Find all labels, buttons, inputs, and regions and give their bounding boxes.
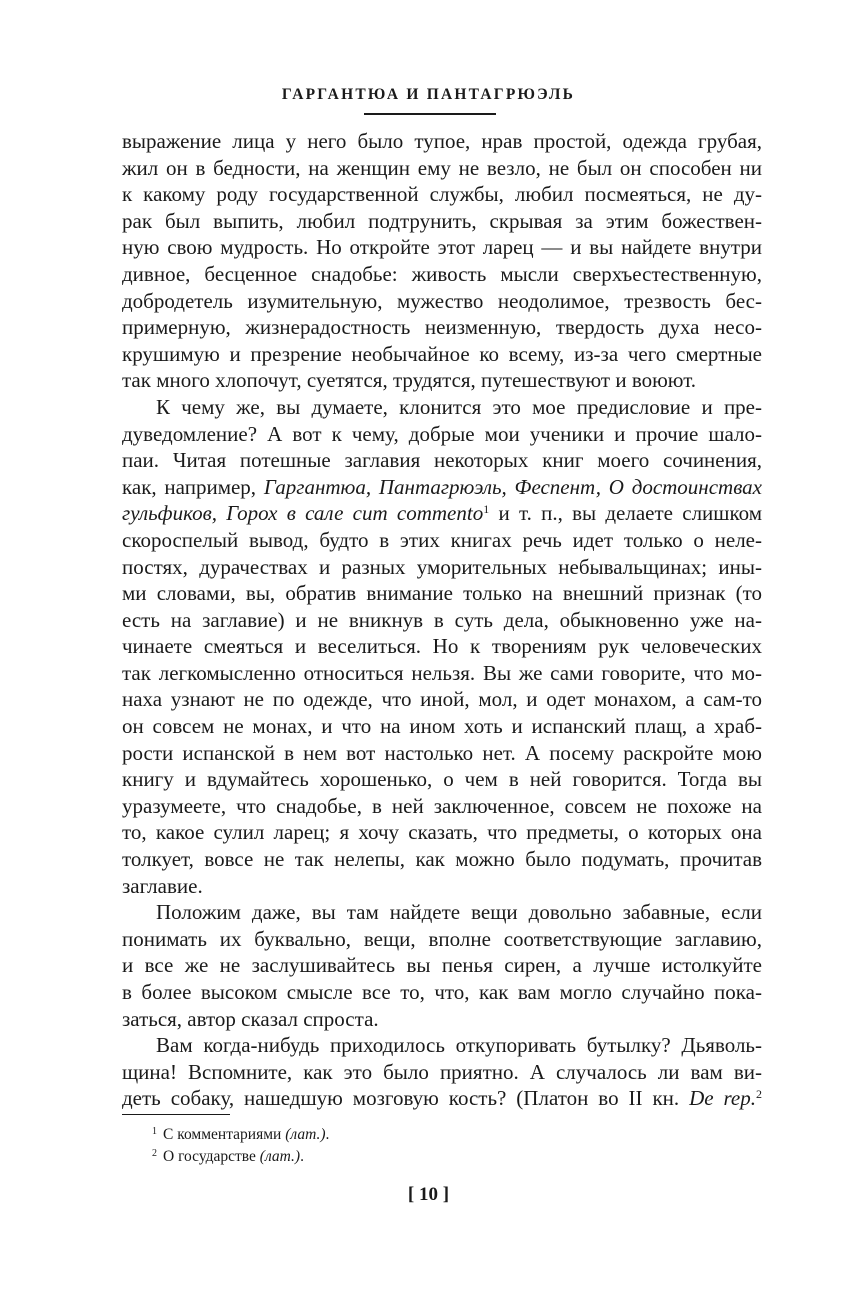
text-line: постях, дурачествах и разных уморительных небывальщинах; ины- <box>122 554 762 579</box>
text-line: Вам когда-нибудь приходилось откупоривать бутылку? Дьяволь- <box>156 1033 762 1058</box>
text-line <box>122 1085 762 1112</box>
text-line: паи. Читая потешные заглавия некоторых книг моего сочинения, <box>122 448 762 473</box>
text-line: дивное, бесценное снадобье: живость мысли сверхъестественную, <box>122 261 762 286</box>
footnote-end: . <box>325 1126 330 1143</box>
footnote-2 <box>152 1146 329 1168</box>
text-line: то, какое сулил ларец; я хочу сказать, что предметы, о которых она <box>122 820 762 845</box>
header-rule <box>364 113 496 115</box>
text-line: ную свою мудрость. Но откройте этот ларец — и вы найдете внутри <box>122 235 762 260</box>
footnote-1 <box>152 1124 329 1146</box>
book-titles-italic: гульфиков, Горох в сале cum commento <box>122 501 484 526</box>
text-line: щина! Вспомните, как это было приятно. А случалось ли вам ви- <box>122 1059 762 1084</box>
text-line: ми словами, вы, обратив внимание только на внешний признак (то <box>122 581 762 606</box>
text-line <box>122 500 762 527</box>
text-line: жил он в бедности, на женщин ему не везло, не был он способен ни <box>122 155 762 180</box>
text-line: добродетель изумительную, мужество неодолимое, трезвость бес- <box>122 288 762 313</box>
paragraph-2 <box>122 394 762 899</box>
footnote-mark: 1 <box>152 1126 157 1137</box>
text-line <box>122 474 762 501</box>
footnote-text: О государстве <box>163 1148 260 1165</box>
text-line: уразумеете, что снадобье, в ней заключенное, совсем не похоже на <box>122 793 762 818</box>
text-line: к какому роду государственной службы, любил посмеяться, не ду- <box>122 182 762 207</box>
text-line: дуведомление? А вот к чему, добрые мои ученики и прочие шало- <box>122 421 762 446</box>
paragraph-4 <box>122 1032 762 1112</box>
page-number: [ 10 ] <box>407 1184 450 1205</box>
text-line: толкует, вовсе не так нелепы, как можно было подумать, прочитав <box>122 847 762 872</box>
footnote-ref-1[interactable]: 1 <box>483 502 490 517</box>
text-line: понимать их буквально, вещи, вполне соответствующие заглавию, <box>122 926 762 951</box>
text-line: есть на заглавие) и не вникнув в суть дела, обыкновенно уже на- <box>122 607 762 632</box>
footnote-rule <box>122 1114 230 1115</box>
running-title: ГАРГАНТЮА И ПАНТАГРЮЭЛЬ <box>281 86 576 103</box>
text-line: в более высоком смысле все то, что, как вам могло случайно пока- <box>122 980 762 1004</box>
paragraph-1 <box>122 128 762 394</box>
text-line: выражение лица у него было тупое, нрав простой, одежда грубая, <box>122 129 762 153</box>
paragraph-3 <box>122 899 762 1032</box>
text-line: примерную, жизнерадостность неизменную, твердость духа несо- <box>122 315 762 340</box>
text-line: крушимую и презрение необычайное ко всему, из-за чего смертные <box>122 341 762 366</box>
text-line: Положим даже, вы там найдете вещи довольно забавные, если <box>156 900 762 925</box>
text-line: книгу и вдумайтесь хорошенько, о чем в ней говорится. Тогда вы <box>122 767 762 792</box>
footnote-text: С комментариями <box>163 1126 286 1143</box>
text-line: и все же не заслушивайтесь вы пенья сирен, а лучше истолкуйте <box>122 953 762 978</box>
text-line: чинаете смеяться и веселиться. Но к творениям рук человеческих <box>122 634 762 659</box>
text-line: К чему же, вы думаете, клонится это мое предисловие и пре- <box>156 394 762 419</box>
text-line: скороспелый вывод, будто в этих книгах речь идет только о неле- <box>122 527 762 552</box>
text-line: он совсем не монах, и что на ином хоть и испанский плащ, а храб- <box>122 714 762 739</box>
footnote-end: . <box>300 1148 304 1165</box>
text-line: так много хлопочут, суетятся, трудятся, путешествуют и воюют. <box>122 368 697 393</box>
footnote-ref-2[interactable]: 2 <box>756 1087 763 1102</box>
book-titles-italic: Гаргантюа, Пантагрюэль, Феспент, О достоинствах <box>263 474 762 499</box>
text-line: заглавие. <box>122 873 203 898</box>
text-run: и т. п., вы делаете слишком <box>489 501 762 526</box>
footnotes <box>152 1124 329 1168</box>
footnote-lang: (лат.) <box>285 1126 326 1143</box>
text-line: рак был выпить, любил подтрунить, скрывая за этим божествен- <box>122 208 762 233</box>
latin-title-italic: De rep. <box>689 1086 757 1111</box>
footnote-mark: 2 <box>152 1148 157 1159</box>
text-run: как, например, <box>122 474 264 499</box>
text-line: так легкомысленно относиться нельзя. Вы же сами говорите, что мо- <box>122 660 762 685</box>
body-text <box>122 128 762 1112</box>
text-line: наха узнают не по одежде, что иной, мол, и одет монахом, а сам-то <box>122 687 762 712</box>
text-line: рости испанской в нем вот настолько нет. А посему раскройте мою <box>122 740 762 765</box>
footnote-lang: (лат.) <box>259 1148 301 1165</box>
text-line: заться, автор сказал спроста. <box>122 1006 379 1031</box>
text-run: деть собаку, нашедшую мозговую кость? (Платон во II кн. <box>122 1086 690 1111</box>
